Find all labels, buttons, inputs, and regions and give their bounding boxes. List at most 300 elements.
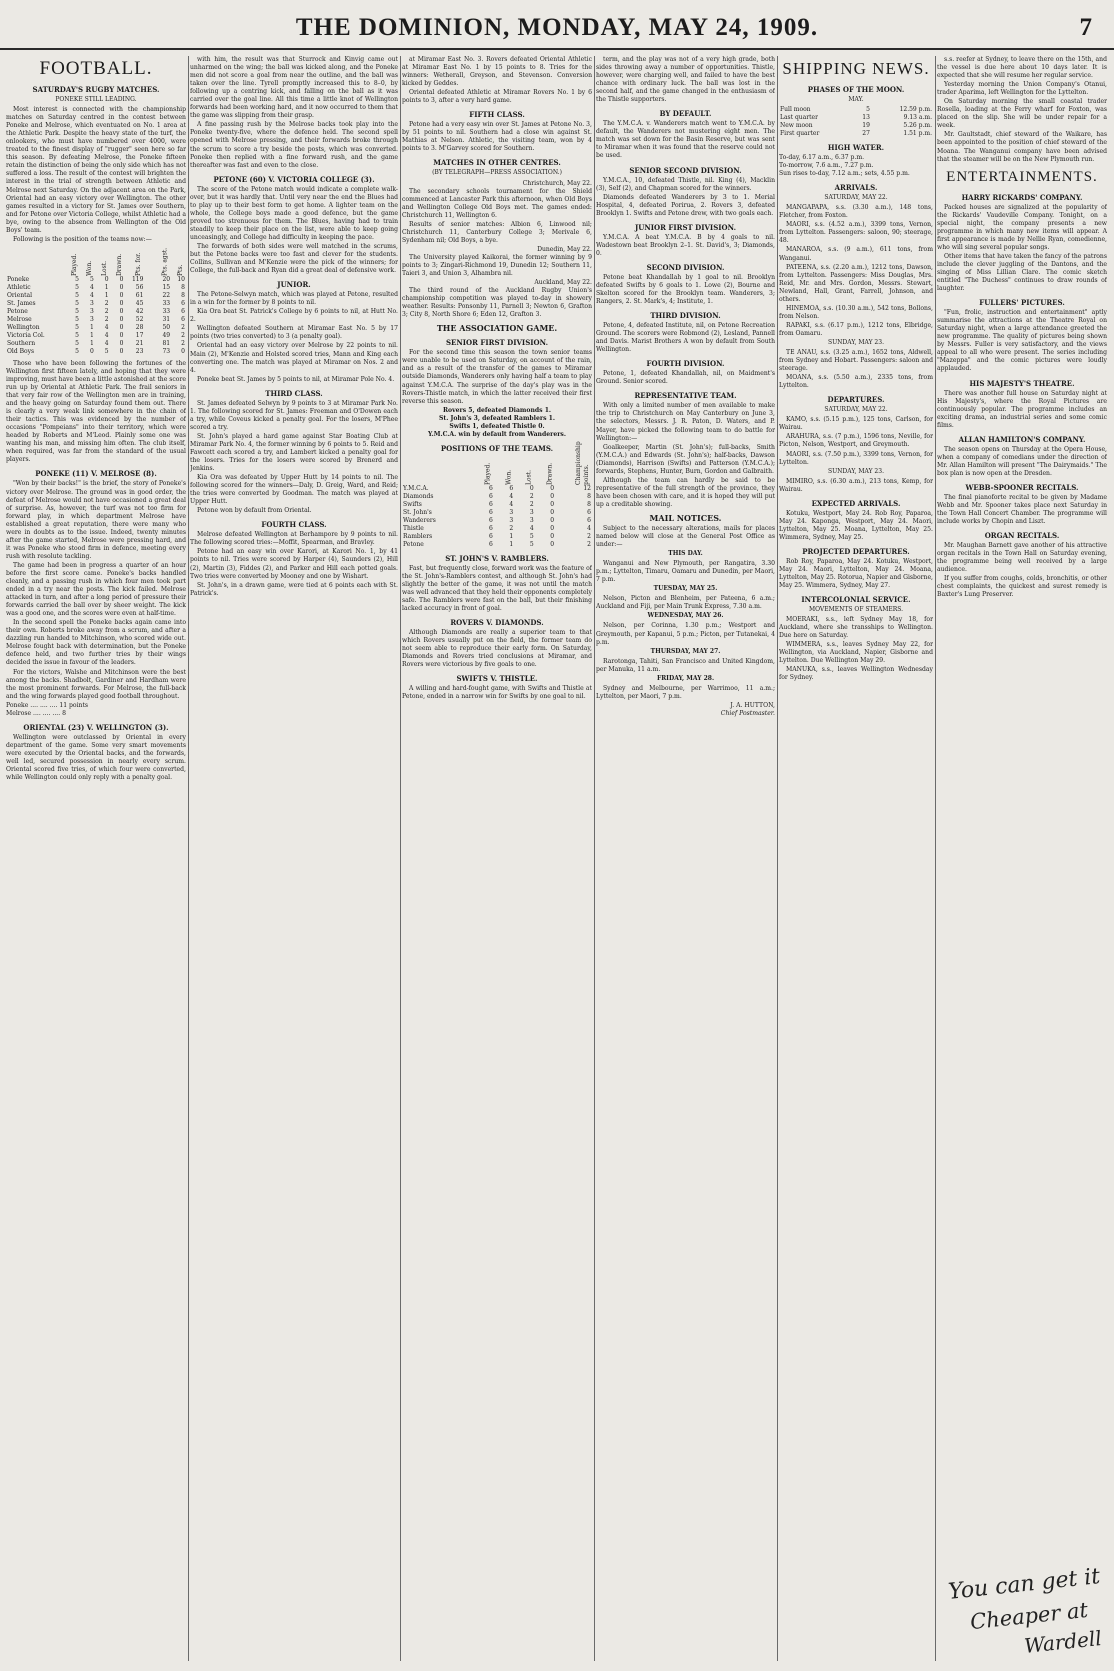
column-5 — [779, 56, 933, 1656]
article-paragraph: The forwards of both sides were well matched in the scrums, but the Petone backs were too fast and clever for the students. Collins, Sullivan and M'Kenzie were the pick of the winners; for College, the full-back and Ryan did a great deal of defensive work. — [190, 242, 398, 275]
table-cell: 4 — [509, 492, 514, 500]
table-cell: 3 — [529, 516, 534, 524]
dateline: Christchurch, May 22. — [522, 179, 592, 187]
shipping-entry: MOANA, s.s. (5.50 a.m.), 2335 tons, from Lyttelton. — [779, 374, 933, 390]
table-cell: 6 — [181, 299, 185, 307]
table-row — [779, 114, 933, 122]
table-cell: 2 — [104, 315, 109, 323]
table-row — [402, 485, 592, 493]
table-cell: 4 — [104, 339, 109, 347]
table-cell: 5 — [75, 315, 79, 323]
moon-phases-table — [779, 106, 933, 138]
table-cell: 2 — [104, 307, 109, 315]
handwriting-line: You can get it — [947, 1564, 1102, 1605]
section-subheading: MATCHES IN OTHER CENTRES. — [433, 158, 561, 168]
table-cell: 3 — [509, 508, 514, 516]
table-cell: Petone — [7, 307, 28, 315]
table-cell: 12 — [583, 484, 591, 492]
section-subheading: FOURTH DIVISION. — [646, 359, 725, 369]
shipping-entry: MAORI, s.s. (7.50 p.m.), 3399 tons, Vernon, for Lyttelton. — [779, 450, 933, 466]
table-row — [6, 292, 186, 300]
article-paragraph: In the second spell the Poneke backs again came into their own. Roberts broke away from a scrum, and after a dazzling run handed to Mitchinson, who scored wide out. Melrose fought back with determination, but the Poneke defence held, and two further tries by their wings decided the issue in favour of the leaders. — [6, 619, 186, 667]
article-paragraph: with him, the result was that Sturrock and Kinvig came out unharmed on the wing; the ball was kicked along, and the Poneke men did not score a goal from near the outline, and the ball was taken over the line. Tyrell promptly increased this to 8–0, by following up a centring kick, and falling on the ball as it was carried over the goal line. All this time a little knot of Wellington forwards had been working hard, and it now occurred to them that the game was slipping from their grasp. — [190, 56, 398, 120]
table-header: Lost. — [525, 469, 533, 485]
table-header: Pts. for. — [135, 252, 143, 276]
table-cell: 0 — [89, 347, 94, 355]
section-tagline: PONEKE STILL LEADING. — [55, 96, 137, 103]
article-paragraph: Petone beat Khandallah by 1 goal to nil. Brooklyn defeated Swifts by 6 goals to 1. Lowe (2), Bourne and Skelton scored for the Brooklyn team. Wanderers, 3; Rangers, 2. St. Mark's, 4; Institute, 1. — [596, 273, 775, 306]
page-number: 7 — [1079, 14, 1092, 41]
dateline: SUNDAY, MAY 23. — [828, 467, 884, 475]
table-cell: New moon — [780, 122, 813, 130]
table-cell: 0 — [119, 307, 124, 315]
table-cell: 49 — [162, 331, 171, 339]
table-cell: 2 — [509, 524, 514, 532]
article-paragraph: "Won by their backs!" is the brief, the story of Poneke's victory over Melrose. The ground was in good order, the defeat of Melrose would not have occasioned a great deal of surprise. As, however, the turf was not too firm for forward play, in which department Melrose have established a great reputation, there were many who were in doubts as to the issue. Indeed, twenty minutes after the game started, Melrose were pressing hard, and it was Poneke who stood firm in defence, meeting every rush with resolute tackling. — [6, 480, 186, 560]
mail-day-heading: THIS DAY. — [668, 550, 703, 558]
section-subheading: HIS MAJESTY'S THEATRE. — [969, 378, 1075, 388]
article-paragraph: Wellington were outclassed by Oriental in every department of the game. Some very smart movements were executed by the Oriental backs, and the forwards, well led, secured possession in nearly every scrum. Oriental scored five tries, of which four were converted, while Wellington could only reply with a penalty goal. — [6, 733, 186, 782]
article-paragraph: Goalkeeper, Martin (St. John's); full-backs, Smith (Y.M.C.A.) and Edwards (St. John's); half-backs, Dawson (Diamonds), Harrison (Swifts) and Patterson (Y.M.C.A.); forwards, Stephens, Hunter, Burn, Gordon and Galbraith. — [596, 443, 775, 475]
table-cell: 4 — [89, 283, 94, 291]
table-row — [402, 525, 592, 533]
article-paragraph: Y.M.C.A. A beat Y.M.C.A. B by 4 goals to nil. Wadestown beat Brooklyn 2–1. St. David's, 3; Diamonds, 0. — [596, 233, 775, 257]
article-paragraph: Oriental defeated Athletic at Miramar Rovers No. 1 by 6 points to 3, after a very hard game. — [402, 89, 592, 105]
match-heading: PONEKE (11) V. MELROSE (8). — [35, 469, 157, 479]
section-subheading: FIFTH CLASS. — [469, 110, 525, 120]
table-cell: Petone — [403, 540, 424, 548]
column-rule — [935, 56, 936, 1661]
table-cell: 20 — [162, 275, 171, 283]
column-rule — [594, 56, 595, 1661]
article-paragraph: If you suffer from coughs, colds, bronchitis, or other chest complaints, the quickest and surest remedy is Baxter's Lung Preserver. — [937, 575, 1107, 599]
article-paragraph: Fast, but frequently close, forward work was the feature of the St. John's-Ramblers contest, and although St. John's had slightly the better of the game, it was not until the match was well advanced that they held their opponents completely safe. The Ramblers were fast on the ball, but their finishing lacked accuracy in front of goal. — [402, 564, 592, 613]
table-cell: 73 — [162, 347, 171, 355]
article-paragraph: Results of senior matches: Albion 6, Linwood nil; Christchurch 11, Canterbury College 3; Merivale 6, Sydenham nil; Old Boys, a bye. — [402, 220, 592, 244]
table-title: POSITIONS OF THE TEAMS. — [440, 443, 554, 453]
article-paragraph: For the victors, Walshe and Mitchinson were the best among the backs. Shadbolt, Gardiner and Hardham were the most prominent forwards. For Melrose, the full-back and the wing forwards played good football throughout. — [6, 668, 186, 700]
table-cell: 1 — [104, 291, 109, 299]
shipping-entry: WIMMERA, s.s., leaves Sydney May 22, for Wellington, via Auckland, Napier, Gisborne and Lyttelton. Due Wellington May 29. — [779, 641, 933, 665]
table-cell: 42 — [135, 307, 144, 315]
shipping-entry: Rob Roy, Paparoa, May 24. Kotuku, Westport, May 24. Maori, Lyttelton, May 24. Moana, Lyttelton, May 25. Rotorua, Napier and Gisborne, May 25. Wimmera, Sydney, May 27. — [779, 557, 933, 590]
table-cell: 6 — [488, 492, 493, 500]
article-paragraph: Yesterday morning the Union Company's Otanui, trader Aparima, left Wellington for the Lyttelton. — [937, 81, 1107, 97]
table-cell: 8 — [181, 283, 185, 291]
article-paragraph: Kia Ora was defeated by Upper Hutt by 14 points to nil. The following scored for the winners—Daly, D. Greig, Ward, and Reid; the tries were converted by Goodman. The match was played at Upper Hutt. — [190, 474, 398, 506]
table-cell: 5 — [529, 540, 534, 548]
table-cell: Melrose — [7, 315, 32, 323]
table-cell: 2 — [529, 500, 534, 508]
match-heading: SWIFTS V. THISTLE. — [456, 674, 538, 684]
column-4 — [596, 56, 775, 1656]
table-cell: 50 — [162, 323, 171, 331]
table-cell: 5 — [75, 331, 79, 339]
table-cell: 2 — [181, 331, 185, 339]
table-cell: 56 — [135, 283, 144, 291]
table-cell: First quarter — [780, 130, 820, 138]
table-cell: 6 — [181, 315, 185, 323]
signature-title: Chief Postmaster. — [720, 709, 775, 717]
table-cell: 0 — [119, 339, 124, 347]
shipping-entry: MANGAPAPA, s.s. (3.30 a.m.), 148 tons, Fletcher, from Foxton. — [779, 204, 933, 220]
table-cell: 1 — [509, 532, 514, 540]
article-paragraph: Petone, 4, defeated Institute, nil, on Petone Recreation Ground. The scorers were Robmond (2), Lesland, Pannell and Davis. Marist Brothers A won by default from South Wellington. — [596, 322, 775, 354]
table-cell: 0 — [119, 291, 124, 299]
section-subheading: ALLAN HAMILTON'S COMPANY. — [958, 434, 1086, 444]
table-cell: Y.M.C.A. — [403, 484, 429, 492]
table-cell: 1 — [89, 323, 94, 331]
article-paragraph: Petone had a very easy win over St. James at Petone No. 3, by 51 points to nil. Southern had a close win against St. Mathias at Nelson. Athletic, the visiting team, won by 4 points to 3. M'Garvey scored for Southern. — [402, 121, 592, 153]
mail-entry: Rarotonga, Tahiti, San Francisco and United Kingdom, per Manuka, 11 a.m. — [596, 657, 775, 673]
table-cell: Oriental — [7, 291, 33, 299]
table-cell: 0 — [119, 323, 124, 331]
article-paragraph: Diamonds defeated Wanderers by 3 to 1. Merial Hospital, 4, defeated Porirua, 2. Rovers 3, defeated Brooklyn 1. Swifts and Petone drew, with two goals each. — [596, 193, 775, 217]
column-3 — [402, 56, 592, 1656]
article-paragraph: The secondary schools tournament for the Shield commenced at Lancaster Park this afternoon, when Old Boys and Wellington College Old Boys met. The games ended: Christchurch 11, Wellington 6. — [402, 187, 592, 219]
table-cell: 5 — [75, 307, 79, 315]
table-cell: 2 — [529, 492, 534, 500]
article-paragraph: Oriental had an easy victory over Melrose by 22 points to nil. Main (2), M'Kenzie and Holsted scored tries, Mann and King each converting one. The match was played at Miramar on Nos. 2 and 4. — [190, 342, 398, 374]
table-cell: Full moon — [780, 106, 811, 114]
table-cell: 4 — [587, 524, 591, 532]
section-subheading: HARRY RICKARDS' COMPANY. — [961, 192, 1083, 202]
section-subheading: SATURDAY'S RUGBY MATCHES. — [32, 85, 160, 94]
signature-name: J. A. HUTTON, — [730, 701, 775, 709]
article-paragraph: Wellington defeated Southern at Miramar East No. 5 by 17 points (two tries converted) to 3 (a penalty goal). — [190, 325, 398, 341]
section-subheading: EXPECTED ARRIVALS. — [811, 498, 901, 508]
table-row — [6, 316, 186, 324]
article-paragraph: Mr. Maughan Barnett gave another of his attractive organ recitals in the Town Hall on Saturday evening, the programme being well received by a large audience. — [937, 542, 1107, 574]
table-header: Lost. — [100, 260, 108, 276]
table-row — [779, 122, 933, 130]
article-paragraph: Melrose defeated Wellington at Berhampore by 9 points to nil. The following scored tries:—Moffit, Spearman, and Bravley. — [190, 531, 398, 547]
table-cell: 19 — [862, 122, 870, 130]
table-cell: Southern — [7, 339, 36, 347]
table-header: Won. — [505, 469, 513, 485]
shipping-entry: RAPAKI, s.s. (6.17 p.m.), 1212 tons, Elbridge, from Oamaru. — [779, 321, 933, 337]
table-cell: Wellington — [7, 323, 40, 331]
table-cell: 15 — [162, 283, 171, 291]
handwriting-line: Cheaper at — [969, 1597, 1090, 1635]
article-paragraph: With only a limited number of men available to make the trip to Christchurch on May Canterbury on June 3, the selectors, Messrs. J. R. Paton, D. Waters, and P. Mayer, have picked the following team to do battle for Wellington:— — [596, 402, 775, 442]
article-paragraph: Those who have been following the fortunes of the Wellington first fifteen lately, and hoping that they were improving, must have been a little astonished at the score run up by Oriental at Athletic Park. The frail seniors in that very fair row of the Wellington men are in training, and the heavy going on Saturday found them out. There is clearly a very weak link somewhere in the chain of their tactics. This was evidenced by the number of occasions "Pompeians" into their territory, which were headed by Roberts and M'Leod. Plainly some one was wanting his man, and missing him often. The club itself, when required, was far from the standard of the usual players. — [6, 359, 186, 464]
table-header: Played. — [484, 462, 492, 485]
match-heading: ORIENTAL (23) V. WELLINGTON (3). — [23, 722, 169, 732]
table-header: Pts. — [177, 264, 184, 276]
mail-entry: Nelson, per Corinna, 1.30 p.m.; Westport and Greymouth, per Kapanui, 5 p.m.; Picton, per Tutanekai, 4 p.m. — [596, 622, 775, 646]
section-subheading: FOURTH CLASS. — [261, 520, 327, 530]
table-cell: 5 — [75, 299, 79, 307]
article-paragraph: Other items that have taken the fancy of the patrons include the clever juggling of the Dantons, and the singing of Miss Lillian Clare. The comic sketch entitled "The Duchess" continues to draw rounds of laughter. — [937, 252, 1107, 293]
table-cell: 5.26 p.m. — [903, 122, 932, 130]
table-cell: 0 — [550, 484, 555, 492]
table-cell: 0 — [119, 315, 124, 323]
section-subheading: THIRD DIVISION. — [650, 311, 721, 321]
table-cell: 6 — [181, 307, 185, 315]
section-subheading: THIRD CLASS. — [265, 388, 323, 398]
dateline: SATURDAY, MAY 22. — [824, 406, 888, 414]
table-cell: 0 — [104, 275, 109, 283]
match-heading: ST. JOHN'S V. RAMBLERS. — [445, 553, 549, 563]
table-cell: 5 — [529, 532, 534, 540]
tide-line: To-morrow, 7.6 a.m., 7.27 p.m. — [779, 162, 874, 170]
article-paragraph: Packed houses are signalized at the popularity of the Rickards' Vaudeville Company. Tonight, on a special night, the company presents a new programme in which many new items will appear. A first appearance is made by Nellie Ryan, comedienne, who will sing several popular songs. — [937, 203, 1107, 251]
handwritten-annotation — [936, 1564, 1106, 1660]
article-paragraph: Petone, 1, defeated Khandallah, nil, on Maidment's Ground. Senior scored. — [596, 370, 775, 386]
mail-day-heading: FRIDAY, MAY 28. — [656, 674, 715, 682]
article-paragraph: A fine passing rush by the Melrose backs took play into the Poneke twenty-five, where the defence held. The second spell opened with Melrose pressing, and their forwards broke through the scrum to score a try beside the posts, which was converted. Poneke then replied with a fine forward rush, and the game thereafter was fast and even to the close. — [190, 121, 398, 169]
article-paragraph: The final pianoforte recital to be given by Madame Webb and Mr. Spooner takes place next Saturday in the Town Hall Concert Chamber. The programme will include works by Chopin and Liszt. — [937, 493, 1107, 526]
section-tagline: MOVEMENTS OF STEAMERS. — [808, 606, 904, 614]
table-cell: 45 — [135, 299, 144, 307]
table-cell: 12.59 p.m. — [899, 106, 932, 114]
table-cell: 6 — [488, 540, 493, 548]
table-cell: 0 — [550, 500, 555, 508]
table-cell: 2 — [104, 299, 109, 307]
shipping-entry: HINEMOA, s.s. (10.30 a.m.), 542 tons, Bollons, from Nelson. — [779, 304, 933, 320]
month-label: MAY. — [848, 96, 864, 103]
section-subheading: SECOND DIVISION. — [646, 262, 725, 272]
table-cell: 0 — [550, 508, 555, 516]
shipping-entry: MIMIRO, s.s. (6.30 a.m.), 213 tons, Kemp, for Wairau. — [779, 477, 933, 493]
table-cell: Ramblers — [403, 532, 433, 540]
table-row — [779, 130, 933, 138]
table-cell: Old Boys — [7, 347, 35, 355]
section-tagline: (BY TELEGRAPH—PRESS ASSOCIATION.) — [432, 169, 562, 177]
table-cell: 0 — [119, 299, 124, 307]
table-cell: 0 — [550, 492, 555, 500]
table-cell: 21 — [135, 339, 144, 347]
table-cell: 5 — [75, 339, 79, 347]
article-paragraph: There was another full house on Saturday night at His Majesty's, where the Royal Pictures are continuously popular. The programme includes an exciting drama, an industrial series and some comic films. — [937, 389, 1107, 429]
article-paragraph: The score of the Petone match would indicate a complete walk-over, but it was hardly that. Until very near the end the Blues had to play up to their best form to get home. A lighter team on the whole, the College boys made a good defence, but the game proved too strenuous for them. The Blues, having had to train steadily to keep their place on the list, were able to keep going unceasingly, and College had difficulty in keeping the pace. — [190, 185, 398, 241]
table-cell: 1 — [89, 331, 94, 339]
table-cell: 1 — [509, 540, 514, 548]
table-cell: 6 — [509, 484, 514, 492]
table-row — [402, 493, 592, 501]
table-cell: 5 — [89, 275, 94, 283]
table-cell: 0 — [550, 540, 555, 548]
article-paragraph: St. John's played a hard game against Star Boating Club at Miramar Park No. 4, the former winning by 6 points to 5. Reid and Fawcett each scored a try, and Lambert kicked a penalty goal for the losers. Tries for the losers were scored by Brenerd and Jenkins. — [190, 432, 398, 473]
tide-line: To-day, 6.17 a.m., 6.37 p.m. — [779, 154, 865, 162]
section-subheading: FULLERS' PICTURES. — [979, 298, 1065, 308]
table-cell: 4 — [104, 323, 109, 331]
table-cell: 28 — [135, 323, 144, 331]
rugby-standings-table — [6, 246, 186, 356]
table-cell: 8 — [587, 492, 591, 500]
mail-schedule — [596, 550, 775, 701]
article-paragraph: St. John's, in a drawn game, were tied at 6 points each with St. Patrick's. — [190, 581, 398, 597]
table-row — [6, 284, 186, 292]
table-cell: 0 — [529, 484, 534, 492]
table-cell: 13 — [862, 114, 870, 122]
article-paragraph: Petone won by default from Oriental. — [197, 507, 312, 515]
football-heading: FOOTBALL. — [39, 58, 153, 79]
article-paragraph: Poneke beat St. James by 5 points to nil, at Miramar Pole No. 4. — [197, 375, 395, 383]
table-cell: 61 — [135, 291, 144, 299]
table-cell: 5 — [75, 291, 79, 299]
section-subheading: ARRIVALS. — [834, 183, 878, 193]
article-paragraph: The third round of the Auckland Rugby Union's championship competition was played to-day in showery weather. Results: Ponsonby 11, Parnell 3; Newton 6, Grafton 3; City 8, North Shore 6; Eden 12, Grafton 3. — [402, 287, 592, 319]
table-cell: 6 — [488, 524, 493, 532]
table-row — [6, 348, 186, 356]
article-paragraph: The Petone-Selwyn match, which was played at Petone, resulted in a win for the former by 8 points to nil. — [190, 291, 398, 307]
table-header: Drawn. — [115, 253, 123, 276]
table-cell: 27 — [862, 130, 870, 138]
table-row — [779, 106, 933, 114]
dateline: Dunedin, May 22. — [537, 245, 592, 253]
article-paragraph: term, and the play was not of a very high grade, both sides throwing away a number of opportunities. Thistle, however, were charging well, and failed to have the best chance with ordinary luck. The ball was lost in the second half, and the game changed in the enthusiasm of the Thistle supporters. — [596, 56, 775, 104]
article-paragraph: The University played Kaikorai, the former winning by 9 points to 3; Zingari-Richmond 19, Dunedin 12; Southern 11, Taieri 3, and Union 3, Alhambra nil. — [402, 253, 592, 278]
table-cell: 0 — [119, 275, 124, 283]
shipping-entry: TE ANAU, s.s. (3.25 a.m.), 1652 tons, Aldwell, from Sydney and Hobart. Passengers: saloon and steerage. — [779, 349, 933, 373]
table-header — [6, 246, 65, 276]
table-row — [6, 308, 186, 316]
table-cell: 0 — [119, 283, 124, 291]
table-cell: 0 — [550, 532, 555, 540]
article-paragraph: Most interest is connected with the championship matches on Saturday centred in the contest between Poneke and Melrose, which eventuated on No. 1 area at the Athletic Park. Despite the heavy state of the turf, the onlookers, who must have numbered over 4000, were treated to the finest display of "rugger" seen here so far this season. By defeating Melrose, the Poneke fifteen retain the distinction of being the only side which has not suffered a loss. The result of the contest will brighten the interest in the trial of strength between Athletic and Melrose next Saturday. On the adjacent area on the Park, Oriental had an easy victory over Wellington. The other games resulted in a victory for St. James over Southern, and for Petone over Victoria College, whilst Athletic had a bye, owing to the absence from Wellington of the Old Boys' team. — [6, 106, 186, 234]
table-cell: 0 — [119, 331, 124, 339]
table-cell: 6 — [488, 508, 493, 516]
table-cell: 6 — [488, 500, 493, 508]
table-row — [402, 517, 592, 525]
table-row — [402, 509, 592, 517]
table-header: Drawn. — [546, 462, 554, 485]
table-cell: Athletic — [7, 283, 31, 291]
shipping-heading: SHIPPING NEWS. — [782, 59, 930, 78]
table-cell: 2 — [587, 540, 591, 548]
table-cell: 2 — [181, 339, 185, 347]
mail-day-heading: THURSDAY, MAY 27. — [650, 647, 721, 655]
table-cell: Diamonds — [403, 492, 434, 500]
table-row — [6, 332, 186, 340]
table-row — [6, 324, 186, 332]
column-2 — [190, 56, 398, 1656]
table-cell: 5 — [75, 275, 79, 283]
section-subheading: JUNIOR. — [277, 280, 311, 290]
table-cell: Victoria Col. — [7, 331, 45, 339]
table-cell: 3 — [89, 315, 94, 323]
article-paragraph: The Y.M.C.A. v. Wanderers match went to Y.M.C.A. by default, the Wanderers not mustering eight men. The match was set down for the Basin Reserve, but was sent to Miramar when it was found that the reserve could not be used. — [596, 120, 775, 160]
table-cell: St. John's — [403, 508, 432, 516]
mail-day-heading: WEDNESDAY, MAY 26. — [647, 612, 724, 620]
shipping-entry: KAMO, s.s. (5.15 p.m.), 125 tons, Carlson, for Wairau. — [779, 416, 933, 432]
table-header — [402, 455, 473, 485]
result-line: Y.M.C.A. win by default from Wanderers. — [428, 430, 566, 438]
article-paragraph: A willing and hard-fought game, with Swifts and Thistle at Petone, ended in a narrow win for Swifts by one goal to nil. — [402, 685, 592, 701]
table-cell: 0 — [550, 516, 555, 524]
table-cell: Poneke — [7, 275, 30, 283]
section-subheading: HIGH WATER. — [827, 143, 885, 153]
article-paragraph: "Fun, frolic, instruction and entertainment" aptly summarise the attractions at the Theatre Royal on Saturday night, when a large attendance greeted the new programme. The quality of pictures being shown by Messrs. Fuller is very satisfactory, and the views appeal to all who were present. The series including "Mazeppa" and the comic pictures were loudly applauded. — [937, 309, 1107, 373]
shipping-entry: PATEENA, s.s. (2.20 a.m.), 1212 tons, Dawson, from Lyttelton. Passengers: Miss Douglas, Mrs. Reid, Mr. and Mrs. Gordon, Messrs. Stewart, Newland, Hall, Grant, Farrell, Johnson, and others. — [779, 263, 933, 303]
table-cell: 81 — [162, 339, 171, 347]
mail-entry: Wanganui and New Plymouth, per Rangatira, 3.30 p.m.; Lyttelton, Timaru, Oamaru and Dunedin, per Maori, 7 p.m. — [596, 560, 775, 584]
table-row — [6, 300, 186, 308]
table-header: Pts. agst. — [162, 247, 170, 276]
masthead-title: THE DOMINION, MONDAY, MAY 24, 1909. — [295, 14, 819, 41]
table-cell: Swifts — [403, 500, 422, 508]
table-cell: 33 — [162, 307, 171, 315]
table-header: Won. — [85, 260, 93, 276]
dateline: SATURDAY, MAY 22. — [824, 194, 888, 202]
article-paragraph: The season opens on Thursday at the Opera House, when a company of comedians under the direction of Mr. Allan Hamilton will present "The Dairymaids." The box plan is now open at the Dresden. — [937, 445, 1107, 477]
table-cell: 31 — [162, 315, 171, 323]
table-row — [402, 533, 592, 541]
section-subheading: PROJECTED DEPARTURES. — [802, 546, 910, 556]
table-cell: 17 — [135, 331, 144, 339]
column-6 — [937, 56, 1107, 1656]
table-cell: 3 — [529, 508, 534, 516]
article-paragraph: s.s. reefer at Sydney, to leave there on the 15th, and the vessel is due here about 10 days later. It is expected that she will resume her regular service. — [937, 56, 1107, 80]
table-cell: 4 — [104, 331, 109, 339]
table-cell: 5 — [866, 106, 870, 114]
table-cell: 22 — [162, 291, 171, 299]
shipping-entry: MOERAKI, s.s., left Sydney May 18, for Auckland, where she transships to Wellington. Due here on Saturday. — [779, 616, 933, 640]
article-paragraph: Although Diamonds are really a superior team to that which Rovers usually put on the field, the former team do not seem able to reproduce their early form. On Saturday, Diamonds and Rovers tried conclusions at Miramar, and Rovers were victorious by five goals to one. — [402, 629, 592, 669]
table-cell: 5 — [75, 283, 79, 291]
table-cell: 5 — [75, 347, 79, 355]
article-paragraph: The game had been in progress a quarter of an hour before the first score came. Poneke's backs handled cleanly, and a passing rush in which four men took part ended in a try near the posts. The kick failed. Melrose attacked in turn, and after a long period of pressure their forwards carried the ball over by sheer weight. The kick was a good one, and the scores were even at half-time. — [6, 561, 186, 618]
table-cell: 4 — [509, 500, 514, 508]
table-header: Played. — [70, 253, 78, 276]
table-cell: 33 — [162, 299, 171, 307]
section-subheading: ORGAN RECITALS. — [984, 531, 1060, 541]
column-rule — [777, 56, 778, 1661]
table-cell: 6 — [488, 516, 493, 524]
table-cell: Wanderers — [403, 516, 436, 524]
table-row — [6, 276, 186, 284]
article-paragraph: Y.M.C.A., 10, defeated Thistle, nil. King (4), Macklin (3), Self (2), and Chapman scored for the winners. — [596, 176, 775, 192]
table-cell: 1 — [89, 339, 94, 347]
masthead — [0, 0, 1114, 50]
section-subheading: PHASES OF THE MOON. — [807, 85, 905, 94]
table-cell: Thistle — [403, 524, 424, 532]
match-heading: ROVERS V. DIAMONDS. — [450, 618, 544, 628]
mail-day-heading: TUESDAY, MAY 25. — [653, 585, 718, 593]
section-subheading: INTERCOLONIAL SERVICE. — [801, 595, 911, 605]
table-cell: Last quarter — [780, 114, 818, 122]
article-paragraph: Subject to the necessary alterations, mails for places named below will close at the General Post Office as under:— — [596, 524, 775, 549]
shipping-entry: ARAHURA, s.s. (7 p.m.), 1596 tons, Neville, for Picton, Nelson, Westport, and Greymouth. — [779, 433, 933, 449]
table-row — [402, 501, 592, 509]
table-cell: 2 — [587, 532, 591, 540]
mail-entry: Nelson, Picton and Blenheim, per Pateena, 6 a.m.; Auckland and Fiji, per Main Trunk Express, 7.30 a.m. — [596, 595, 775, 611]
table-cell: 9.13 a.m. — [903, 114, 932, 122]
section-subheading: SENIOR FIRST DIVISION. — [445, 338, 549, 348]
table-cell: 2 — [181, 323, 185, 331]
article-paragraph: Although the team can hardly be said to be representative of the full strength of the province, they have been chosen with care, and it is hoped they will put up a creditable showing. — [596, 476, 775, 508]
section-subheading: REPRESENTATIVE TEAM. — [634, 391, 737, 401]
table-row — [6, 340, 186, 348]
entertainments-heading: ENTERTAINMENTS. — [946, 168, 1098, 185]
table-cell: 0 — [181, 347, 185, 355]
article-paragraph: For the second time this season the town senior teams were unable to be used on Saturday, on account of the rain, and as a result of the transfer of the games to Miramar outside Diamonds, Wanderers only having half a team to play against Y.M.C.A. The surprise of the day's play was in the Rovers-Thistle match, in which the latter received their first reverse this season. — [402, 349, 592, 405]
table-cell: 3 — [509, 516, 514, 524]
handwriting-line: Wardell — [1022, 1626, 1103, 1658]
table-cell: 6 — [488, 484, 493, 492]
table-cell: 5 — [104, 347, 109, 355]
article-paragraph: On Saturday morning the small coastal trader Rosella, loading at the Ferry wharf for Foxton, was placed on the slip. She will be under repair for a week. — [937, 98, 1107, 130]
table-cell: 1.51 p.m. — [903, 130, 932, 138]
section-subheading: JUNIOR FIRST DIVISION. — [634, 222, 737, 232]
result-line: St. John's 3, defeated Ramblers 1. — [438, 414, 555, 422]
mail-entry: Sydney and Melbourne, per Warrimoo, 11 a.m.; Lyttelton, per Maori, 7 p.m. — [596, 684, 775, 700]
match-heading: PETONE (60) V. VICTORIA COLLEGE (3). — [213, 174, 375, 184]
section-subheading: BY DEFAULT. — [659, 109, 712, 119]
section-subheading: WEBB-SPOONER RECITALS. — [965, 482, 1079, 492]
